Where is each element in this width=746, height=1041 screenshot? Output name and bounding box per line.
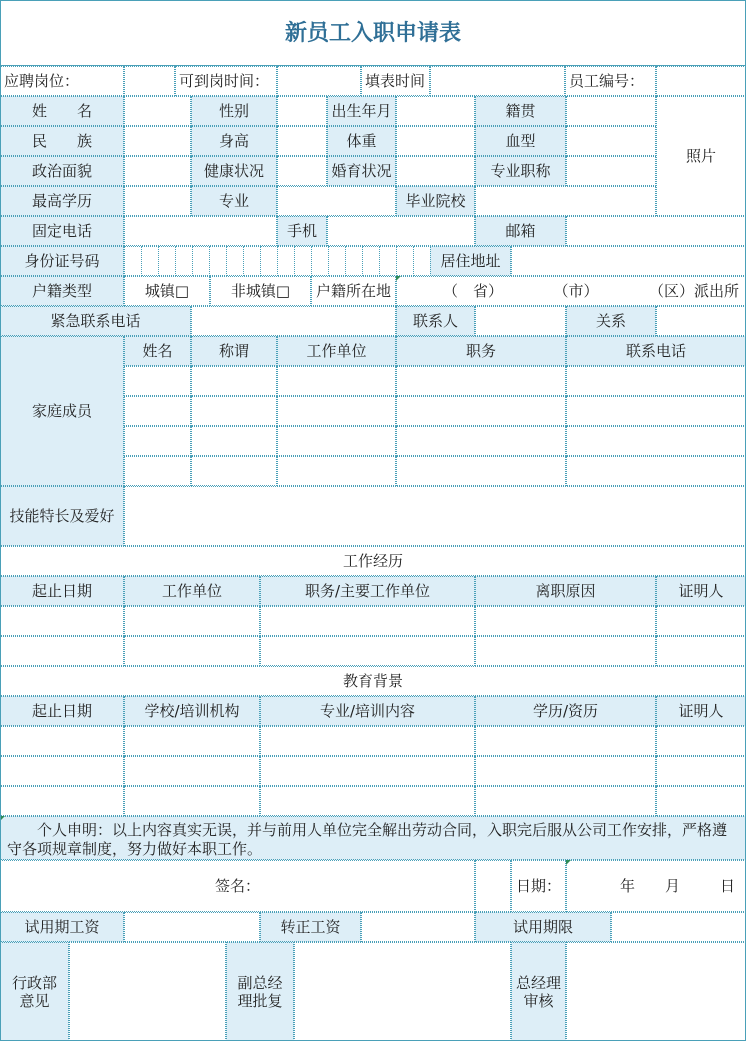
id-digit-box[interactable]: [243, 246, 261, 276]
family-phone-cell[interactable]: [566, 426, 746, 456]
id-digit-box[interactable]: [158, 246, 176, 276]
email-label: 邮箱: [475, 216, 566, 246]
address-field[interactable]: [511, 246, 746, 276]
year-text: 年: [619, 877, 635, 895]
work-section-title: 工作经历: [0, 546, 746, 576]
weight-label: 体重: [327, 126, 396, 156]
marital-label: 婚育状况: [327, 156, 396, 186]
edu-dates-cell[interactable]: [0, 786, 124, 816]
id-digit-box[interactable]: [379, 246, 397, 276]
native-place-label: 籍贯: [475, 96, 566, 126]
work-employer-cell[interactable]: [124, 606, 260, 636]
regular-salary-field[interactable]: [361, 912, 475, 942]
family-title-cell[interactable]: [191, 366, 277, 396]
education-label: 最高学历: [0, 186, 124, 216]
police-station-text: （区）派出所: [648, 282, 739, 300]
province-text: （ 省）: [443, 282, 504, 300]
position-label: 应聘岗位：: [0, 66, 124, 96]
relation-field[interactable]: [656, 306, 746, 336]
work-position-cell[interactable]: [260, 606, 475, 636]
gender-label: 性别: [191, 96, 277, 126]
id-digit-box[interactable]: [311, 246, 329, 276]
edu-school-cell[interactable]: [124, 756, 260, 786]
work-employer-cell[interactable]: [124, 636, 260, 666]
family-phone-cell[interactable]: [566, 456, 746, 486]
family-employer-cell[interactable]: [277, 426, 396, 456]
skills-label: 技能特长及爱好: [0, 486, 124, 546]
family-name-cell[interactable]: [124, 456, 191, 486]
edu-reference-cell[interactable]: [656, 756, 746, 786]
work-col-dates: 起止日期: [0, 576, 124, 606]
health-label: 健康状况: [191, 156, 277, 186]
family-title-cell[interactable]: [191, 426, 277, 456]
edu-col-school: 学校/培训机构: [124, 696, 260, 726]
family-label: 家庭成员: [0, 336, 124, 486]
gm-review-label: 总经理审核: [511, 942, 566, 1041]
id-digit-box[interactable]: [192, 246, 210, 276]
birth-field[interactable]: [396, 96, 475, 126]
work-reason-cell[interactable]: [475, 606, 656, 636]
date-field[interactable]: [566, 860, 746, 912]
family-title-cell[interactable]: [191, 396, 277, 426]
edu-col-major: 专业/培训内容: [260, 696, 475, 726]
edu-reference-cell[interactable]: [656, 726, 746, 756]
major-label: 专业: [191, 186, 277, 216]
edu-major-cell[interactable]: [260, 786, 475, 816]
vp-approval-field[interactable]: [294, 942, 511, 1041]
probation-period-label: 试用期限: [475, 912, 611, 942]
birth-label: 出生年月: [327, 96, 396, 126]
family-name-cell[interactable]: [124, 366, 191, 396]
edu-major-cell[interactable]: [260, 756, 475, 786]
employee-no-label: 员工编号：: [565, 66, 656, 96]
id-digit-box[interactable]: [141, 246, 159, 276]
day-text: 日: [719, 877, 735, 895]
email-field[interactable]: [566, 216, 746, 246]
family-employer-cell[interactable]: [277, 366, 396, 396]
name-field[interactable]: [124, 96, 191, 126]
date-label: 日期：: [511, 860, 566, 912]
name-label: 姓 名: [0, 96, 124, 126]
family-col-phone: 联系电话: [566, 336, 746, 366]
work-col-reference: 证明人: [656, 576, 746, 606]
id-digit-box[interactable]: [209, 246, 227, 276]
weight-field[interactable]: [396, 126, 475, 156]
admin-opinion-label: 行政部意见: [0, 942, 69, 1041]
work-reason-cell[interactable]: [475, 636, 656, 666]
professional-title-label: 专业职称: [475, 156, 566, 186]
school-label: 毕业院校: [396, 186, 475, 216]
skills-field[interactable]: [124, 486, 746, 546]
probation-salary-field[interactable]: [124, 912, 260, 942]
family-col-title: 称谓: [191, 336, 277, 366]
available-time-field[interactable]: [277, 66, 361, 96]
position-field[interactable]: [124, 66, 175, 96]
blood-type-field[interactable]: [566, 126, 656, 156]
emergency-phone-field[interactable]: [191, 306, 396, 336]
id-number-label: 身份证号码: [0, 246, 124, 276]
id-digit-box[interactable]: [413, 246, 431, 276]
family-col-employer: 工作单位: [277, 336, 396, 366]
gm-review-field[interactable]: [566, 942, 746, 1041]
education-section-title: 教育背景: [0, 666, 746, 696]
address-label: 居住地址: [430, 246, 511, 276]
education-field[interactable]: [124, 186, 191, 216]
form-title: 新员工入职申请表: [0, 0, 746, 66]
family-position-cell[interactable]: [396, 456, 566, 486]
edu-degree-cell[interactable]: [475, 756, 656, 786]
fill-time-label: 填表时间: [361, 66, 430, 96]
native-place-field[interactable]: [566, 96, 656, 126]
id-digit-box[interactable]: [124, 246, 142, 276]
vp-approval-label: 副总经理批复: [226, 942, 294, 1041]
contact-person-field[interactable]: [475, 306, 566, 336]
signature-label: 签名：: [0, 860, 475, 912]
family-position-cell[interactable]: [396, 366, 566, 396]
major-field[interactable]: [277, 186, 396, 216]
work-reference-cell[interactable]: [656, 606, 746, 636]
edu-major-cell[interactable]: [260, 726, 475, 756]
political-status-label: 政治面貌: [0, 156, 124, 186]
probation-salary-label: 试用期工资: [0, 912, 124, 942]
family-phone-cell[interactable]: [566, 366, 746, 396]
month-text: 月: [664, 877, 680, 895]
political-status-field[interactable]: [124, 156, 191, 186]
blood-type-label: 血型: [475, 126, 566, 156]
relation-label: 关系: [566, 306, 656, 336]
professional-title-field[interactable]: [566, 156, 656, 186]
edu-degree-cell[interactable]: [475, 786, 656, 816]
work-reference-cell[interactable]: [656, 636, 746, 666]
edu-dates-cell[interactable]: [0, 756, 124, 786]
urban-checkbox[interactable]: 城镇□: [124, 276, 210, 306]
id-digit-box[interactable]: [175, 246, 193, 276]
work-col-reason: 离职原因: [475, 576, 656, 606]
ethnicity-label: 民 族: [0, 126, 124, 156]
work-col-position: 职务/主要工作单位: [260, 576, 475, 606]
mobile-label: 手机: [277, 216, 327, 246]
emergency-phone-label: 紧急联系电话: [0, 306, 191, 336]
family-name-cell[interactable]: [124, 396, 191, 426]
id-digit-box[interactable]: [362, 246, 380, 276]
id-digit-box[interactable]: [328, 246, 346, 276]
edu-degree-cell[interactable]: [475, 726, 656, 756]
signature-field[interactable]: [475, 860, 511, 912]
family-col-position: 职务: [396, 336, 566, 366]
declaration: [0, 816, 746, 860]
ethnicity-field[interactable]: [124, 126, 191, 156]
family-position-cell[interactable]: [396, 396, 566, 426]
comment-marker: [566, 860, 571, 865]
contact-person-label: 联系人: [396, 306, 475, 336]
gender-field[interactable]: [277, 96, 327, 126]
id-digit-box[interactable]: [226, 246, 244, 276]
work-position-cell[interactable]: [260, 636, 475, 666]
family-employer-cell[interactable]: [277, 456, 396, 486]
work-col-employer: 工作单位: [124, 576, 260, 606]
admin-opinion-field[interactable]: [69, 942, 226, 1041]
photo-box[interactable]: 照片: [656, 96, 746, 216]
family-position-cell[interactable]: [396, 426, 566, 456]
id-digit-box[interactable]: [277, 246, 295, 276]
probation-period-field[interactable]: [611, 912, 746, 942]
id-digit-box[interactable]: [294, 246, 312, 276]
available-time-label: 可到岗时间：: [175, 66, 277, 96]
family-col-name: 姓名: [124, 336, 191, 366]
employee-no-field[interactable]: [656, 66, 746, 96]
family-phone-cell[interactable]: [566, 396, 746, 426]
edu-school-cell[interactable]: [124, 726, 260, 756]
mobile-field[interactable]: [327, 216, 475, 246]
work-dates-cell[interactable]: [0, 636, 124, 666]
household-place-field[interactable]: [396, 276, 746, 306]
family-title-cell[interactable]: [191, 456, 277, 486]
edu-col-reference: 证明人: [656, 696, 746, 726]
family-name-cell[interactable]: [124, 426, 191, 456]
family-employer-cell[interactable]: [277, 396, 396, 426]
edu-col-dates: 起止日期: [0, 696, 124, 726]
household-type-label: 户籍类型: [0, 276, 124, 306]
edu-reference-cell[interactable]: [656, 786, 746, 816]
height-label: 身高: [191, 126, 277, 156]
landline-label: 固定电话: [0, 216, 124, 246]
id-digit-box[interactable]: [260, 246, 278, 276]
landline-field[interactable]: [124, 216, 277, 246]
city-text: （市）: [553, 282, 599, 300]
regular-salary-label: 转正工资: [260, 912, 361, 942]
id-digit-box[interactable]: [345, 246, 363, 276]
school-field[interactable]: [475, 186, 656, 216]
id-digit-box[interactable]: [396, 246, 414, 276]
household-place-label: 户籍所在地: [311, 276, 396, 306]
edu-school-cell[interactable]: [124, 786, 260, 816]
height-field[interactable]: [277, 126, 327, 156]
comment-marker: [0, 816, 5, 821]
health-field[interactable]: [277, 156, 327, 186]
declaration-text: 个人申明：以上内容真实无误，并与前用人单位完全解出劳动合同，入职完后服从公司工作安排，严格遵守各项规章制度，努力做好本职工作。: [7, 821, 728, 858]
rural-checkbox[interactable]: 非城镇□: [210, 276, 311, 306]
work-dates-cell[interactable]: [0, 606, 124, 636]
edu-col-degree: 学历/资历: [475, 696, 656, 726]
comment-marker: [396, 276, 401, 281]
fill-time-field[interactable]: [430, 66, 565, 96]
edu-dates-cell[interactable]: [0, 726, 124, 756]
marital-field[interactable]: [396, 156, 475, 186]
